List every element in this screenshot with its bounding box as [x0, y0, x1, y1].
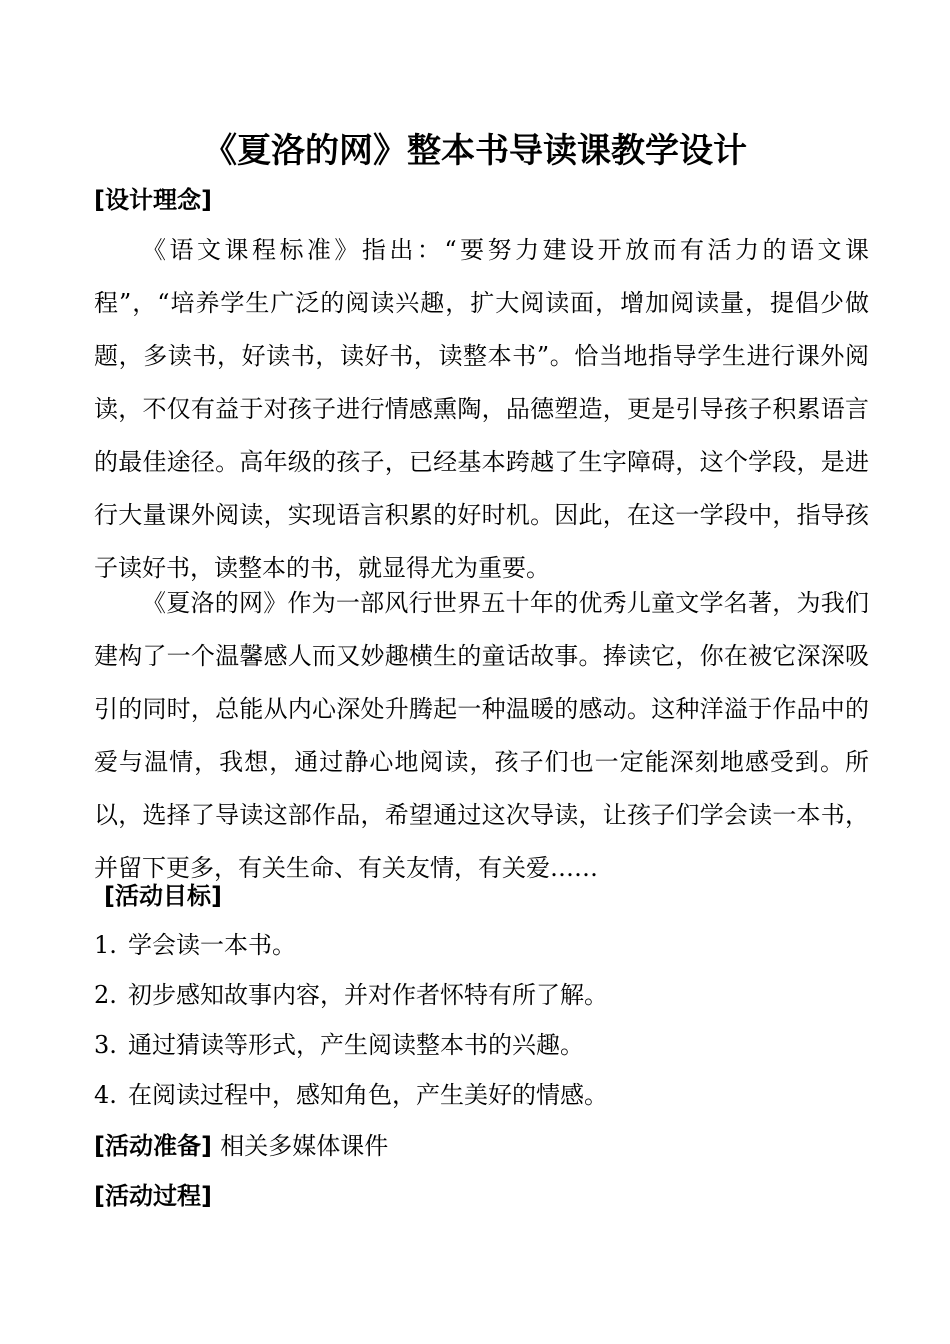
activity-goals-list: [94, 920, 869, 1120]
goal-text: 学会读一本书。: [128, 931, 296, 959]
design-concept-heading: [设计理念]: [94, 186, 212, 214]
goal-number: 4.: [94, 1081, 117, 1109]
goal-text: 通过猜读等形式，产生阅读整本书的兴趣。: [128, 1031, 584, 1059]
activity-goals-heading: [活动目标]: [104, 882, 222, 910]
activity-prep-line: [94, 1128, 388, 1164]
goal-number: 2.: [94, 981, 117, 1009]
document-title: 《夏洛的网》整本书导读课教学设计: [203, 131, 747, 171]
goal-item: [94, 1070, 869, 1120]
goal-number: 3.: [94, 1031, 117, 1059]
activity-prep-heading: [活动准备]: [94, 1132, 212, 1160]
goal-item: [94, 970, 869, 1020]
goal-item: [94, 1020, 869, 1070]
activity-prep-text: 相关多媒体课件: [220, 1132, 389, 1160]
activity-process-heading: [活动过程]: [94, 1182, 212, 1210]
design-paragraph-2: 《夏洛的网》作为一部风行世界五十年的优秀儿童文学名著，为我们建构了一个温馨感人而又妙趣横生的童话故事。捧读它，你在被它深深吸引的同时，总能从内心深处升腾起一种温暖的感动。这种洋溢于作品中的爱与温情，我想，通过静心地阅读，孩子们也一定能深刻地感受到。所以，选择了导读这部作品，希望通过这次导读，让孩子们学会读一本书，并留下更多，有关生命、有关友情，有关爱……: [94, 589, 869, 882]
goal-text: 在阅读过程中，感知角色，产生美好的情感。: [128, 1081, 608, 1109]
design-paragraph-1: 《语文课程标准》指出：“要努力建设开放而有活力的语文课程”，“培养学生广泛的阅读兴趣，扩大阅读面，增加阅读量，提倡少做题，多读书，好读书，读好书，读整本书”。恰当地指导学生进行课外阅读，不仅有益于对孩子进行情感熏陶，品德塑造，更是引导孩子积累语言的最佳途径。高年级的孩子，已经基本跨越了生字障碍，这个学段，是进行大量课外阅读，实现语言积累的好时机。因此，在这一学段中，指导孩子读好书，读整本的书，就显得尤为重要。: [94, 236, 869, 582]
goal-item: [94, 920, 869, 970]
goal-text: 初步感知故事内容，并对作者怀特有所了解。: [128, 981, 608, 1009]
goal-number: 1.: [94, 931, 117, 959]
